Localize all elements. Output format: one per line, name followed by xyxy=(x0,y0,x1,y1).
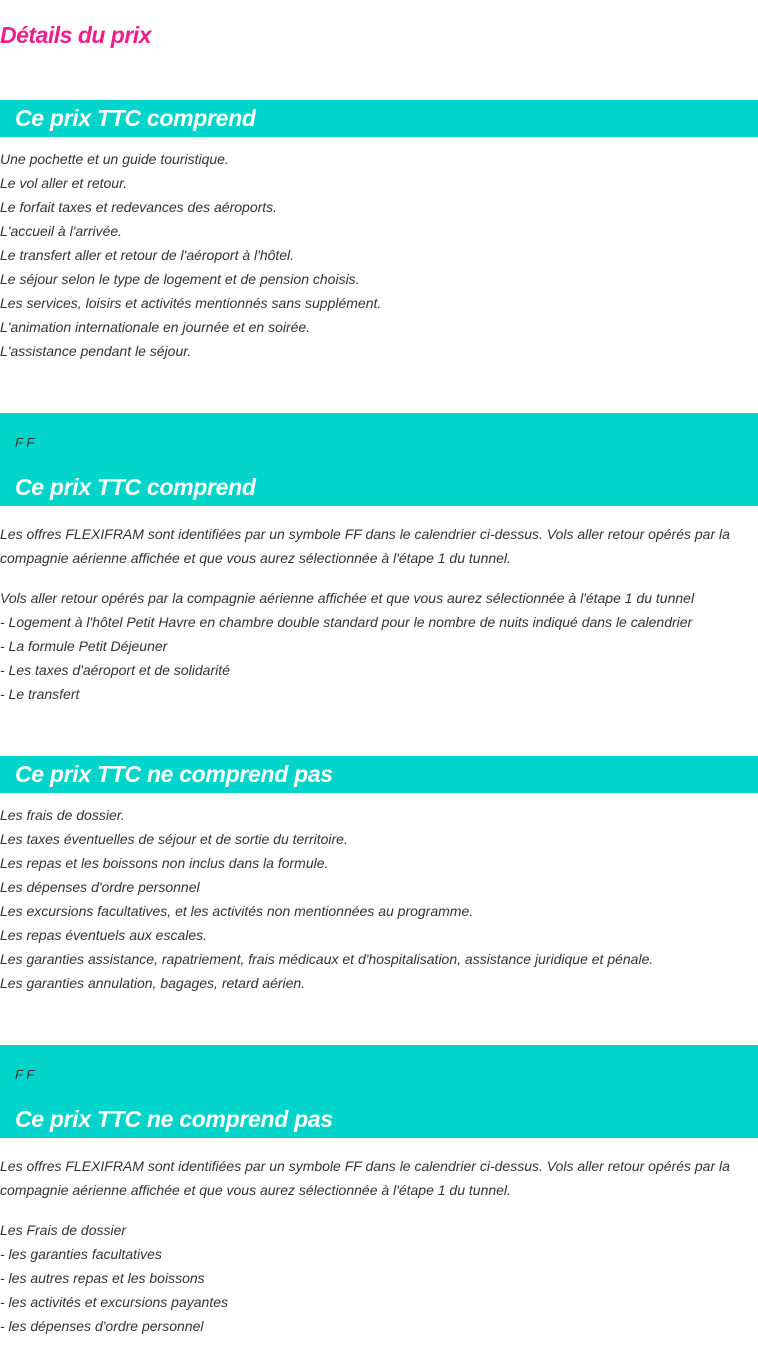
list-item: Les garanties assistance, rapatriement, frais médicaux et d'hospitalisation, assistance juridique et pénale. xyxy=(0,951,654,967)
included-list xyxy=(0,147,381,363)
list-item: Les services, loisirs et activités mentionnés sans supplément. xyxy=(0,295,382,311)
section-header-band xyxy=(0,1045,758,1138)
list-item: L'animation internationale en journée et en soirée. xyxy=(0,319,311,335)
list-item: - les dépenses d'ordre personnel xyxy=(0,1318,204,1334)
list-item: Les dépenses d'ordre personnel xyxy=(0,879,200,895)
section-title: Ce prix TTC comprend xyxy=(15,474,256,500)
offer-code: F F xyxy=(15,1067,35,1082)
offer-code: F F xyxy=(15,435,35,450)
section-header-band xyxy=(0,100,758,137)
list-item: Les Frais de dossier xyxy=(0,1222,127,1238)
list-item: L'assistance pendant le séjour. xyxy=(0,343,192,359)
list-item: Vols aller retour opérés par la compagnie aérienne affichée et que vous aurez sélectionnée à l'étape 1 du tunnel xyxy=(0,590,695,606)
list-item: Les frais de dossier. xyxy=(0,807,125,823)
list-item: - La formule Petit Déjeuner xyxy=(0,638,168,654)
excluded-list xyxy=(0,803,653,995)
list-item: Le transfert aller et retour de l'aéroport à l'hôtel. xyxy=(0,247,295,263)
list-item: Les garanties annulation, bagages, retard aérien. xyxy=(0,975,306,991)
list-item: Le séjour selon le type de logement et de pension choisis. xyxy=(0,271,360,287)
section-header-band xyxy=(0,756,758,793)
list-item: Le vol aller et retour. xyxy=(0,175,128,191)
list-item: - Le transfert xyxy=(0,686,80,702)
section-title: Ce prix TTC ne comprend pas xyxy=(15,761,333,787)
offer-intro: Les offres FLEXIFRAM sont identifiées par un symbole FF dans le calendrier ci-dessus. Vols aller retour opérés par la compagnie aérienne affichée et que vous aurez sélectionnée à l'étape 1 du tunnel. xyxy=(0,526,730,566)
list-item: Le forfait taxes et redevances des aéroports. xyxy=(0,199,278,215)
list-item: Les repas et les boissons non inclus dans la formule. xyxy=(0,855,329,871)
included-ff-list xyxy=(0,586,694,706)
list-item: - les autres repas et les boissons xyxy=(0,1270,205,1286)
list-item: Les taxes éventuelles de séjour et de sortie du territoire. xyxy=(0,831,348,847)
excluded-ff-list xyxy=(0,1218,228,1338)
section-title: Ce prix TTC ne comprend pas xyxy=(15,1106,333,1132)
list-item: Les repas éventuels aux escales. xyxy=(0,927,208,943)
section-header-band xyxy=(0,413,758,506)
list-item: - les activités et excursions payantes xyxy=(0,1294,228,1310)
offer-intro: Les offres FLEXIFRAM sont identifiées par un symbole FF dans le calendrier ci-dessus. Vols aller retour opérés par la compagnie aérienne affichée et que vous aurez sélectionnée à l'étape 1 du tunnel. xyxy=(0,1158,730,1198)
list-item: - Les taxes d'aéroport et de solidarité xyxy=(0,662,230,678)
list-item: Les excursions facultatives, et les activités non mentionnées au programme. xyxy=(0,903,474,919)
list-item: Une pochette et un guide touristique. xyxy=(0,151,229,167)
list-item: - les garanties facultatives xyxy=(0,1246,162,1262)
section-title: Ce prix TTC comprend xyxy=(15,105,256,131)
list-item: - Logement à l'hôtel Petit Havre en chambre double standard pour le nombre de nuits indiqué dans le calendrier xyxy=(0,614,693,630)
list-item: L'accueil à l'arrivée. xyxy=(0,223,123,239)
page-title: Détails du prix xyxy=(0,22,151,48)
